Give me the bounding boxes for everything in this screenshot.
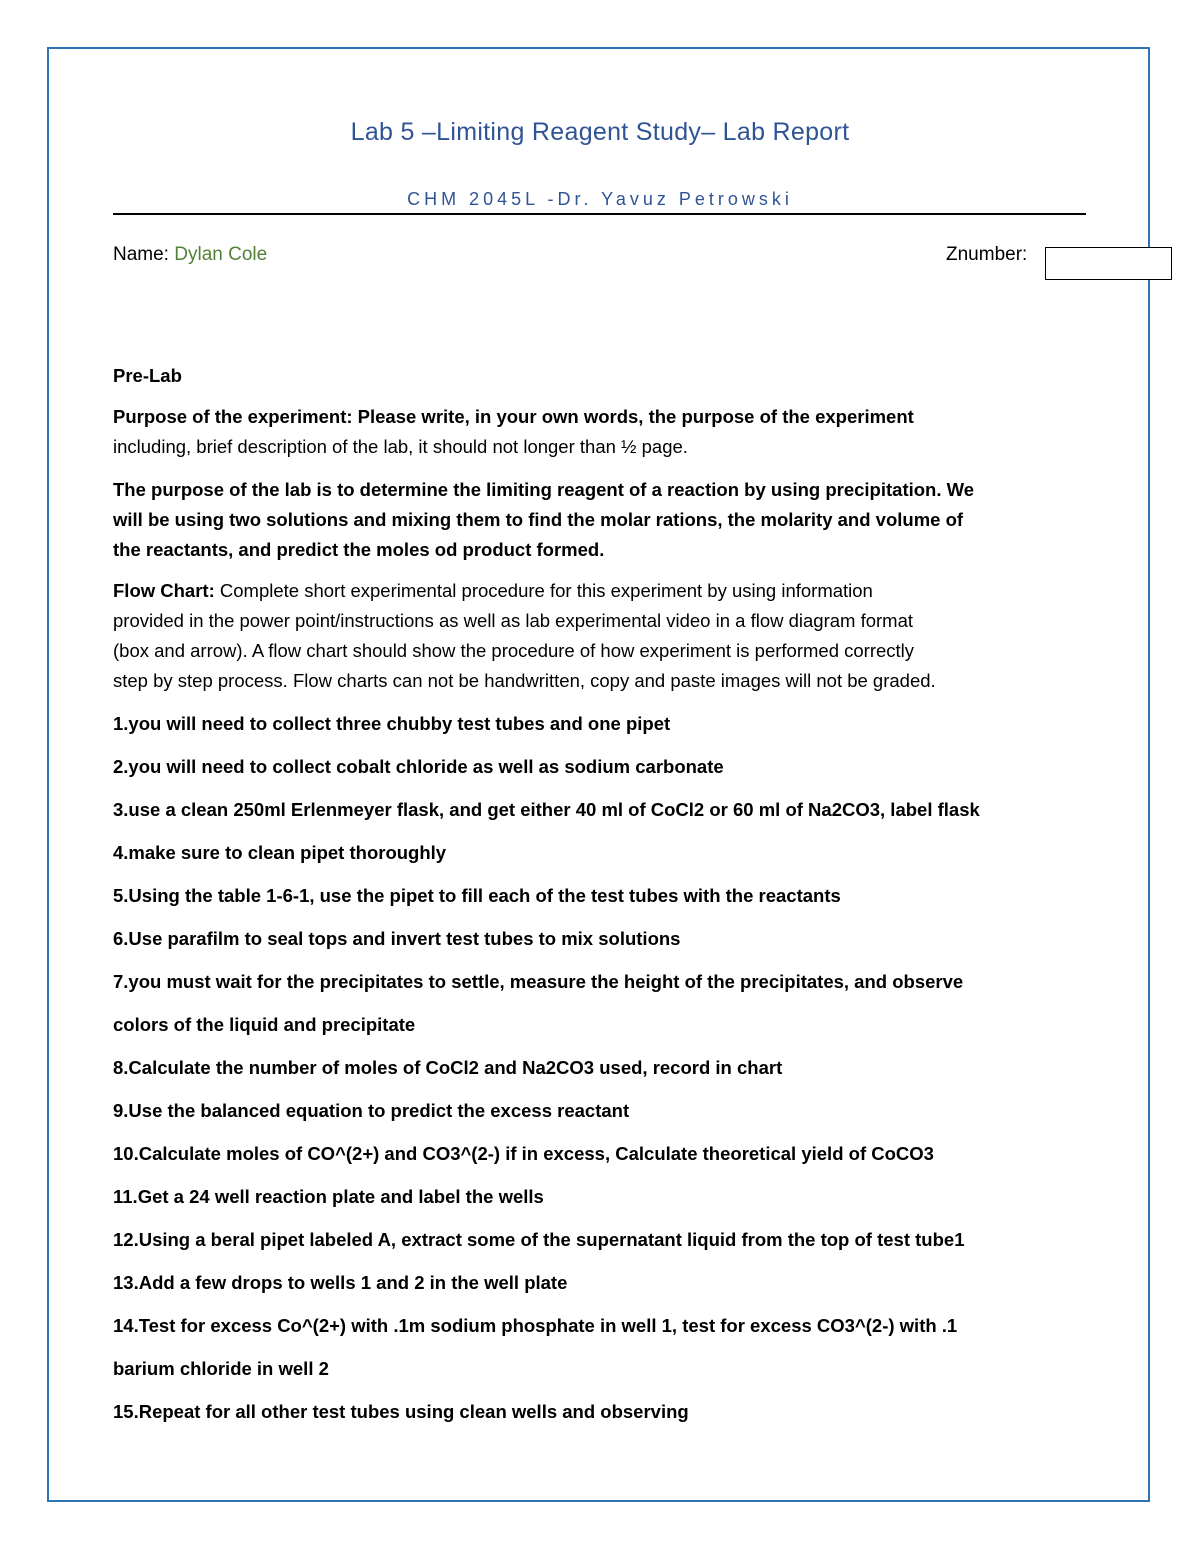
procedure-step: colors of the liquid and precipitate — [113, 1014, 416, 1035]
purpose-answer-line: the reactants, and predict the moles od product formed. — [113, 539, 605, 560]
flow-chart-label: Flow Chart: — [113, 580, 215, 601]
procedure-step: 1.you will need to collect three chubby test tubes and one pipet — [113, 713, 671, 734]
page-title: Lab 5 –Limiting Reagent Study– Lab Report — [350, 118, 850, 146]
purpose-label: Purpose of the experiment: — [113, 406, 353, 427]
name-label: Name: — [113, 244, 169, 265]
procedure-step: barium chloride in well 2 — [113, 1358, 329, 1379]
purpose-answer-line: will be using two solutions and mixing them to find the molar rations, the molarity and volume of — [113, 509, 964, 530]
flow-prompt-line — [113, 579, 873, 603]
prelab-heading: Pre-Lab — [113, 365, 182, 386]
procedure-step: 15.Repeat for all other test tubes using clean wells and observing — [113, 1401, 689, 1422]
course-subtitle: CHM 2045L -Dr. Yavuz Petrowski — [407, 189, 793, 209]
procedure-step: 7.you must wait for the precipitates to settle, measure the height of the precipitates, and observe — [113, 971, 964, 992]
flow-prompt-line: step by step process. Flow charts can not be handwritten, copy and paste images will not be graded. — [113, 670, 936, 691]
procedure-step: 9.Use the balanced equation to predict the excess reactant — [113, 1100, 630, 1121]
procedure-step: 2.you will need to collect cobalt chloride as well as sodium carbonate — [113, 756, 724, 777]
flow-prompt-line: (box and arrow). A flow chart should show the procedure of how experiment is performed correctly — [113, 640, 915, 661]
purpose-prompt-text: Please write, in your own words, the purpose of the experiment — [357, 406, 914, 427]
procedure-step: 13.Add a few drops to wells 1 and 2 in the well plate — [113, 1272, 568, 1293]
procedure-step: 8.Calculate the number of moles of CoCl2 and Na2CO3 used, record in chart — [113, 1057, 783, 1078]
purpose-answer-line: The purpose of the lab is to determine the limiting reagent of a reaction by using precipitation. We — [113, 479, 975, 500]
procedure-step: 12.Using a beral pipet labeled A, extract some of the supernatant liquid from the top of test tube1 — [113, 1229, 965, 1250]
procedure-step: 11.Get a 24 well reaction plate and label the wells — [113, 1186, 544, 1207]
purpose-prompt-line — [113, 405, 914, 429]
procedure-step: 10.Calculate moles of CO^(2+) and CO3^(2-) if in excess, Calculate theoretical yield of CoCO3 — [113, 1143, 934, 1164]
procedure-step: 6.Use parafilm to seal tops and invert test tubes to mix solutions — [113, 928, 681, 949]
znumber-field[interactable] — [1045, 247, 1172, 280]
znumber-label: Znumber: — [946, 244, 1028, 265]
title-divider — [113, 213, 1086, 215]
flow-prompt-line: provided in the power point/instructions as well as lab experimental video in a flow diagram format — [113, 610, 914, 631]
procedure-step: 3.use a clean 250ml Erlenmeyer flask, and get either 40 ml of CoCl2 or 60 ml of Na2CO3, label flask — [113, 799, 980, 820]
name-row — [113, 244, 267, 266]
procedure-step: 14.Test for excess Co^(2+) with .1m sodium phosphate in well 1, test for excess CO3^(2-) with .1 — [113, 1315, 958, 1336]
flow-prompt-text: Complete short experimental procedure for this experiment by using information — [219, 580, 873, 601]
name-value[interactable]: Dylan Cole — [174, 244, 268, 265]
procedure-step: 4.make sure to clean pipet thoroughly — [113, 842, 447, 863]
procedure-step: 5.Using the table 1-6-1, use the pipet to fill each of the test tubes with the reactants — [113, 885, 841, 906]
purpose-prompt-line: including, brief description of the lab, it should not longer than ½ page. — [113, 436, 688, 457]
